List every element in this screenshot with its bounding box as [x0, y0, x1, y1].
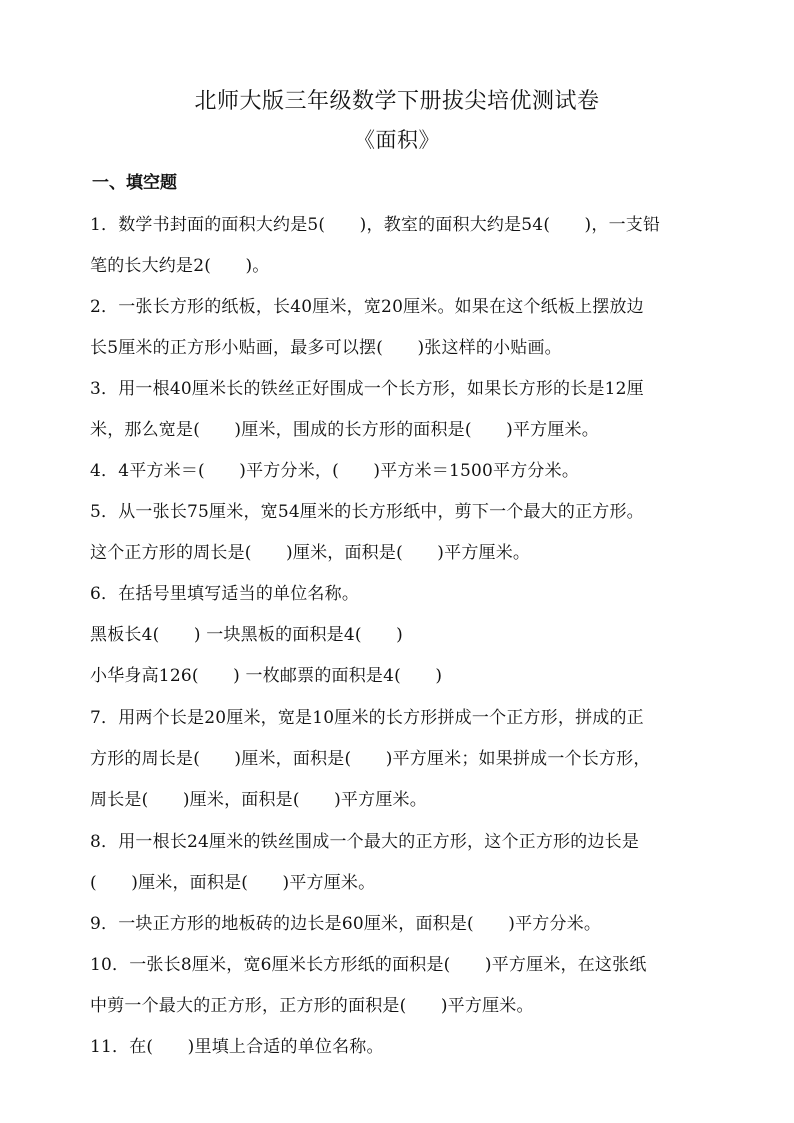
question-line: 黑板长4( ) 一块黑板的面积是4( ) [90, 625, 403, 645]
question-line: 8．用一根长24厘米的铁丝围成一个最大的正方形，这个正方形的边长是 [90, 832, 640, 852]
question-line: 4．4平方米＝( )平方分米，( )平方米＝1500平方分米。 [90, 461, 580, 481]
question-line: 这个正方形的周长是( )厘米，面积是( )平方厘米。 [90, 543, 531, 563]
question-line: ( )厘米，面积是( )平方厘米。 [90, 873, 376, 893]
question-line: 周长是( )厘米，面积是( )平方厘米。 [90, 790, 427, 810]
question-line: 7．用两个长是20厘米，宽是10厘米的长方形拼成一个正方形，拼成的正 [90, 708, 644, 728]
question-line: 9．一块正方形的地板砖的边长是60厘米，面积是( )平方分米。 [90, 914, 602, 934]
question-line: 中剪一个最大的正方形，正方形的面积是( )平方厘米。 [90, 996, 534, 1016]
document-title: 北师大版三年级数学下册拔尖培优测试卷 [194, 89, 600, 114]
question-line: 米，那么宽是( )厘米，围成的长方形的面积是( )平方厘米。 [90, 420, 599, 440]
question-line: 5．从一张长75厘米，宽54厘米的长方形纸中，剪下一个最大的正方形。 [90, 502, 644, 522]
question-line: 6．在括号里填写适当的单位名称。 [90, 584, 360, 604]
question-line: 方形的周长是( )厘米，面积是( )平方厘米；如果拼成一个长方形， [90, 749, 651, 769]
question-line: 小华身高126( ) 一枚邮票的面积是4( ) [90, 666, 443, 686]
question-line: 笔的长大约是2( )。 [90, 256, 270, 276]
question-line: 3．用一根40厘米长的铁丝正好围成一个长方形，如果长方形的长是12厘 [90, 379, 644, 399]
question-line: 长5厘米的正方形小贴画，最多可以摆( )张这样的小贴画。 [90, 338, 562, 358]
section-title: 一、填空题 [92, 173, 177, 193]
question-line: 1．数学书封面的面积大约是5( )，教室的面积大约是54( )，一支铅 [90, 215, 661, 235]
document-subtitle: 《面积》 [354, 128, 440, 152]
question-line: 11．在( )里填上合适的单位名称。 [90, 1037, 384, 1057]
question-line: 2．一张长方形的纸板，长40厘米，宽20厘米。如果在这个纸板上摆放边 [90, 297, 644, 317]
question-line: 10．一张长8厘米，宽6厘米长方形纸的面积是( )平方厘米，在这张纸 [90, 955, 647, 975]
